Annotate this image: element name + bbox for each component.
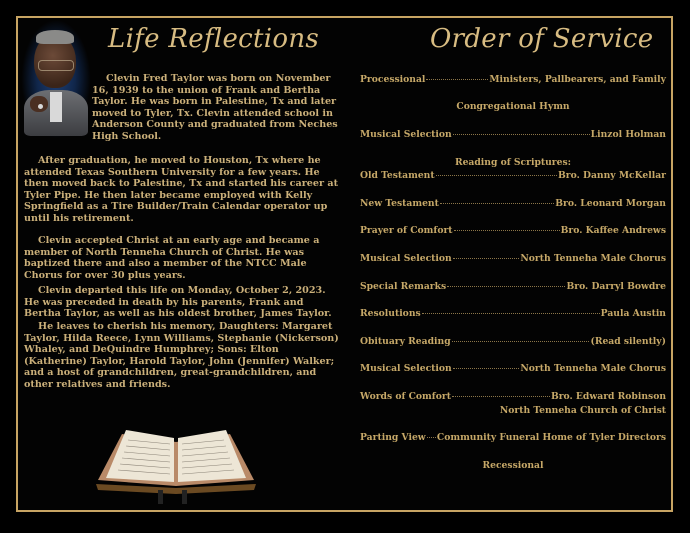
dot-leader (447, 286, 565, 287)
service-item-words-of-comfort (360, 391, 666, 416)
service-label: Words of Comfort (360, 391, 451, 402)
portrait-ring (38, 104, 43, 109)
bio-text: Clevin Fred Taylor was born on November 16, 1939 to the union of Frank and Bertha Taylor. He was born in Palestine, Tx and later moved to Tyler, Tx. Clevin attended school in Anderson County and graduated from Neches High School. (92, 73, 338, 142)
dot-leader (427, 437, 436, 438)
service-value: Bro. Edward Robinson (550, 391, 666, 402)
service-label: Processional (360, 74, 426, 85)
dot-leader (426, 79, 488, 80)
service-value: North Tenneha Male Chorus (520, 363, 666, 374)
service-item-old-testament (360, 170, 666, 182)
bio-paragraph-3 (24, 235, 342, 281)
service-item-musical-selection-2 (360, 253, 666, 265)
bio-text: He leaves to cherish his memory, Daughters: Margaret Taylor, Hilda Reece, Lynn Williams, Stephanie (Nickerson) Whaley, and DeQuindre Humphrey; Sons: Elton (Katherine) Taylor, Harold Taylor, John (Jennifer) Walker; and a host of grandchildren, great-grandchildren, and other relatives and friends. (24, 321, 339, 390)
service-item-prayer (360, 225, 666, 237)
bio-text: After graduation, he moved to Houston, Tx where he attended Texas Southern University for a few years. He then moved back to Palestine, Tx and started his career at Tyler Pipe. He then later became employed with Kelly Springfield as a Tire Builder/Train Calendar operator up until his retirement. (24, 155, 339, 224)
dot-leader (453, 134, 590, 135)
bio-paragraph-5 (24, 321, 342, 391)
service-value: Bro. Danny McKellar (558, 170, 666, 181)
service-value: Bro. Darryl Bowdre (566, 281, 666, 292)
service-item-musical-selection-3 (360, 363, 666, 375)
portrait-glasses (38, 60, 74, 71)
service-value: (Read silently) (590, 336, 666, 347)
service-item-recessional: Recessional (482, 460, 544, 471)
service-value: Paula Austin (600, 308, 666, 319)
service-label: New Testament (360, 198, 439, 209)
dot-leader (452, 341, 590, 342)
bio-text: Clevin accepted Christ at an early age and became a member of North Tenneha Church of Christ. He was baptized there and also a member of the NTCC Male Chorus for over 30 plus years. (24, 235, 320, 281)
service-label: Musical Selection (360, 363, 452, 374)
service-item-obituary-reading (360, 336, 666, 348)
dot-leader (453, 258, 520, 259)
service-item-hymn: Congregational Hymn (456, 101, 570, 112)
dot-leader (440, 203, 554, 204)
order-of-service-title: Order of Service (430, 24, 654, 54)
service-value: Ministers, Pallbearers, and Family (489, 74, 666, 85)
service-label: Parting View (360, 432, 426, 443)
service-label: Musical Selection (360, 253, 452, 264)
service-label: Musical Selection (360, 129, 452, 140)
service-value: Linzol Holman (590, 129, 666, 140)
service-item-resolutions (360, 308, 666, 320)
dot-leader (453, 368, 520, 369)
open-bible-icon (92, 428, 260, 506)
dot-leader (436, 175, 557, 176)
service-label: Old Testament (360, 170, 435, 181)
life-reflections-title: Life Reflections (108, 24, 320, 54)
service-item-processional (360, 74, 666, 86)
service-item-musical-selection-1 (360, 129, 666, 141)
dot-leader (454, 230, 560, 231)
portrait-shirt (50, 92, 62, 122)
dot-leader (452, 396, 550, 397)
service-value: Bro. Leonard Morgan (555, 198, 666, 209)
bio-text: Clevin departed this life on Monday, October 2, 2023. He was preceded in death by his parents, Frank and Bertha Taylor, as well as his oldest brother, James Taylor. (24, 285, 332, 320)
service-subvalue: North Tenneha Church of Christ (499, 405, 666, 416)
service-value: Bro. Kaffee Andrews (560, 225, 666, 236)
service-value: Community Funeral Home of Tyler Directors (436, 432, 666, 443)
bio-paragraph-1 (92, 73, 342, 143)
service-item-special-remarks (360, 281, 666, 293)
service-label: Prayer of Comfort (360, 225, 453, 236)
portrait-photo (20, 20, 92, 138)
portrait-hair (36, 30, 74, 44)
dot-leader (422, 313, 600, 314)
service-item-parting-view (360, 432, 666, 444)
service-item-new-testament (360, 198, 666, 210)
service-item-scriptures-heading: Reading of Scriptures: (454, 157, 572, 168)
service-label: Resolutions (360, 308, 421, 319)
service-value: North Tenneha Male Chorus (520, 253, 666, 264)
bio-paragraph-2 (24, 155, 342, 225)
bio-paragraph-4 (24, 285, 342, 320)
service-label: Obituary Reading (360, 336, 451, 347)
service-label: Special Remarks (360, 281, 447, 292)
